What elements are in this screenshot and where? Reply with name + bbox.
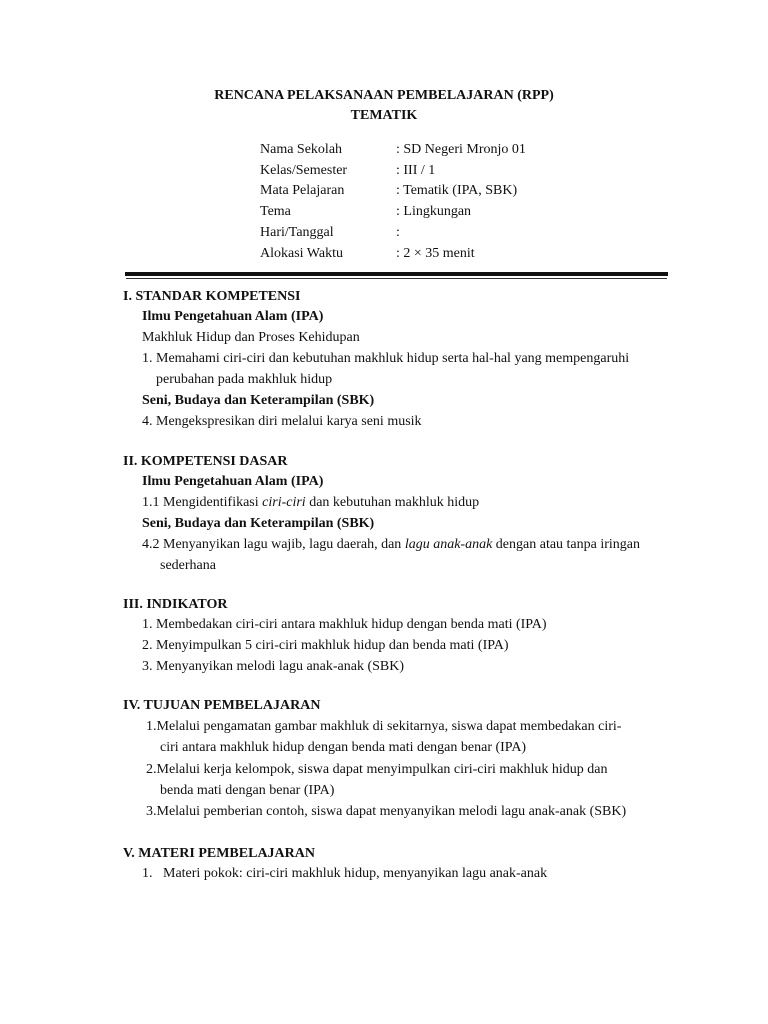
list-item: 4. Mengekspresikan diri melalui karya seni musik bbox=[142, 414, 422, 429]
document-subtitle: TEMATIK bbox=[350, 108, 418, 123]
emphasis: ciri-ciri bbox=[262, 495, 306, 510]
list-item: 1. Materi pokok: ciri-ciri makhluk hidup, menyanyikan lagu anak-anak bbox=[142, 866, 548, 881]
subject-heading: Ilmu Pengetahuan Alam (IPA) bbox=[142, 474, 324, 489]
list-item-cont: perubahan pada makhluk hidup bbox=[156, 372, 333, 387]
list-item: 2. Menyimpulkan 5 ciri-ciri makhluk hidup dan benda mati (IPA) bbox=[142, 638, 509, 653]
info-value: : bbox=[396, 225, 400, 240]
document-title: RENCANA PELAKSANAAN PEMBELAJARAN (RPP) bbox=[214, 88, 554, 103]
list-item: 1.Melalui pengamatan gambar makhluk di sekitarnya, siswa dapat membedakan ciri- bbox=[146, 719, 622, 734]
text: dan kebutuhan makhluk hidup bbox=[305, 495, 480, 510]
list-item bbox=[142, 494, 479, 512]
subject-heading: Ilmu Pengetahuan Alam (IPA) bbox=[142, 309, 324, 324]
info-label: Tema bbox=[260, 204, 291, 219]
section-heading: II. KOMPETENSI DASAR bbox=[123, 454, 288, 469]
list-item bbox=[142, 536, 640, 554]
list-item: 3.Melalui pemberian contoh, siswa dapat menyanyikan melodi lagu anak-anak (SBK) bbox=[146, 804, 627, 819]
list-item-cont: benda mati dengan benar (IPA) bbox=[160, 783, 335, 798]
info-label: Kelas/Semester bbox=[260, 163, 348, 178]
divider bbox=[125, 272, 668, 276]
info-label: Alokasi Waktu bbox=[260, 246, 343, 261]
list-item: 1. Memahami ciri-ciri dan kebutuhan makhluk hidup serta hal-hal yang mempengaruhi bbox=[142, 351, 630, 366]
text: 1.1 Mengidentifikasi bbox=[142, 495, 263, 510]
text: 4.2 Menyanyikan lagu wajib, lagu daerah, dan bbox=[142, 537, 405, 552]
info-value: : Lingkungan bbox=[396, 204, 472, 219]
info-label: Mata Pelajaran bbox=[260, 183, 345, 198]
list-item: 2.Melalui kerja kelompok, siswa dapat menyimpulkan ciri-ciri makhluk hidup dan bbox=[146, 762, 608, 777]
text: dengan atau tanpa iringan bbox=[492, 537, 641, 552]
section-heading: III. INDIKATOR bbox=[123, 597, 228, 612]
info-value: : 2 × 35 menit bbox=[396, 246, 475, 261]
info-label: Hari/Tanggal bbox=[260, 225, 334, 240]
topic: Makhluk Hidup dan Proses Kehidupan bbox=[142, 330, 360, 345]
subject-heading: Seni, Budaya dan Keterampilan (SBK) bbox=[142, 393, 375, 408]
info-value: : III / 1 bbox=[396, 163, 436, 178]
info-value: : Tematik (IPA, SBK) bbox=[396, 183, 518, 198]
section-heading: I. STANDAR KOMPETENSI bbox=[123, 289, 301, 304]
emphasis: lagu anak-anak bbox=[404, 537, 493, 552]
info-value: : SD Negeri Mronjo 01 bbox=[396, 142, 526, 157]
subject-heading: Seni, Budaya dan Keterampilan (SBK) bbox=[142, 516, 375, 531]
section-heading: V. MATERI PEMBELAJARAN bbox=[123, 846, 315, 861]
list-item-cont: sederhana bbox=[160, 558, 216, 573]
list-item: 3. Menyanyikan melodi lagu anak-anak (SBK) bbox=[142, 659, 405, 674]
list-item: 1. Membedakan ciri-ciri antara makhluk hidup dengan benda mati (IPA) bbox=[142, 617, 547, 632]
list-item-cont: ciri antara makhluk hidup dengan benda mati dengan benar (IPA) bbox=[160, 740, 527, 755]
info-label: Nama Sekolah bbox=[260, 142, 343, 157]
section-heading: IV. TUJUAN PEMBELAJARAN bbox=[123, 698, 321, 713]
